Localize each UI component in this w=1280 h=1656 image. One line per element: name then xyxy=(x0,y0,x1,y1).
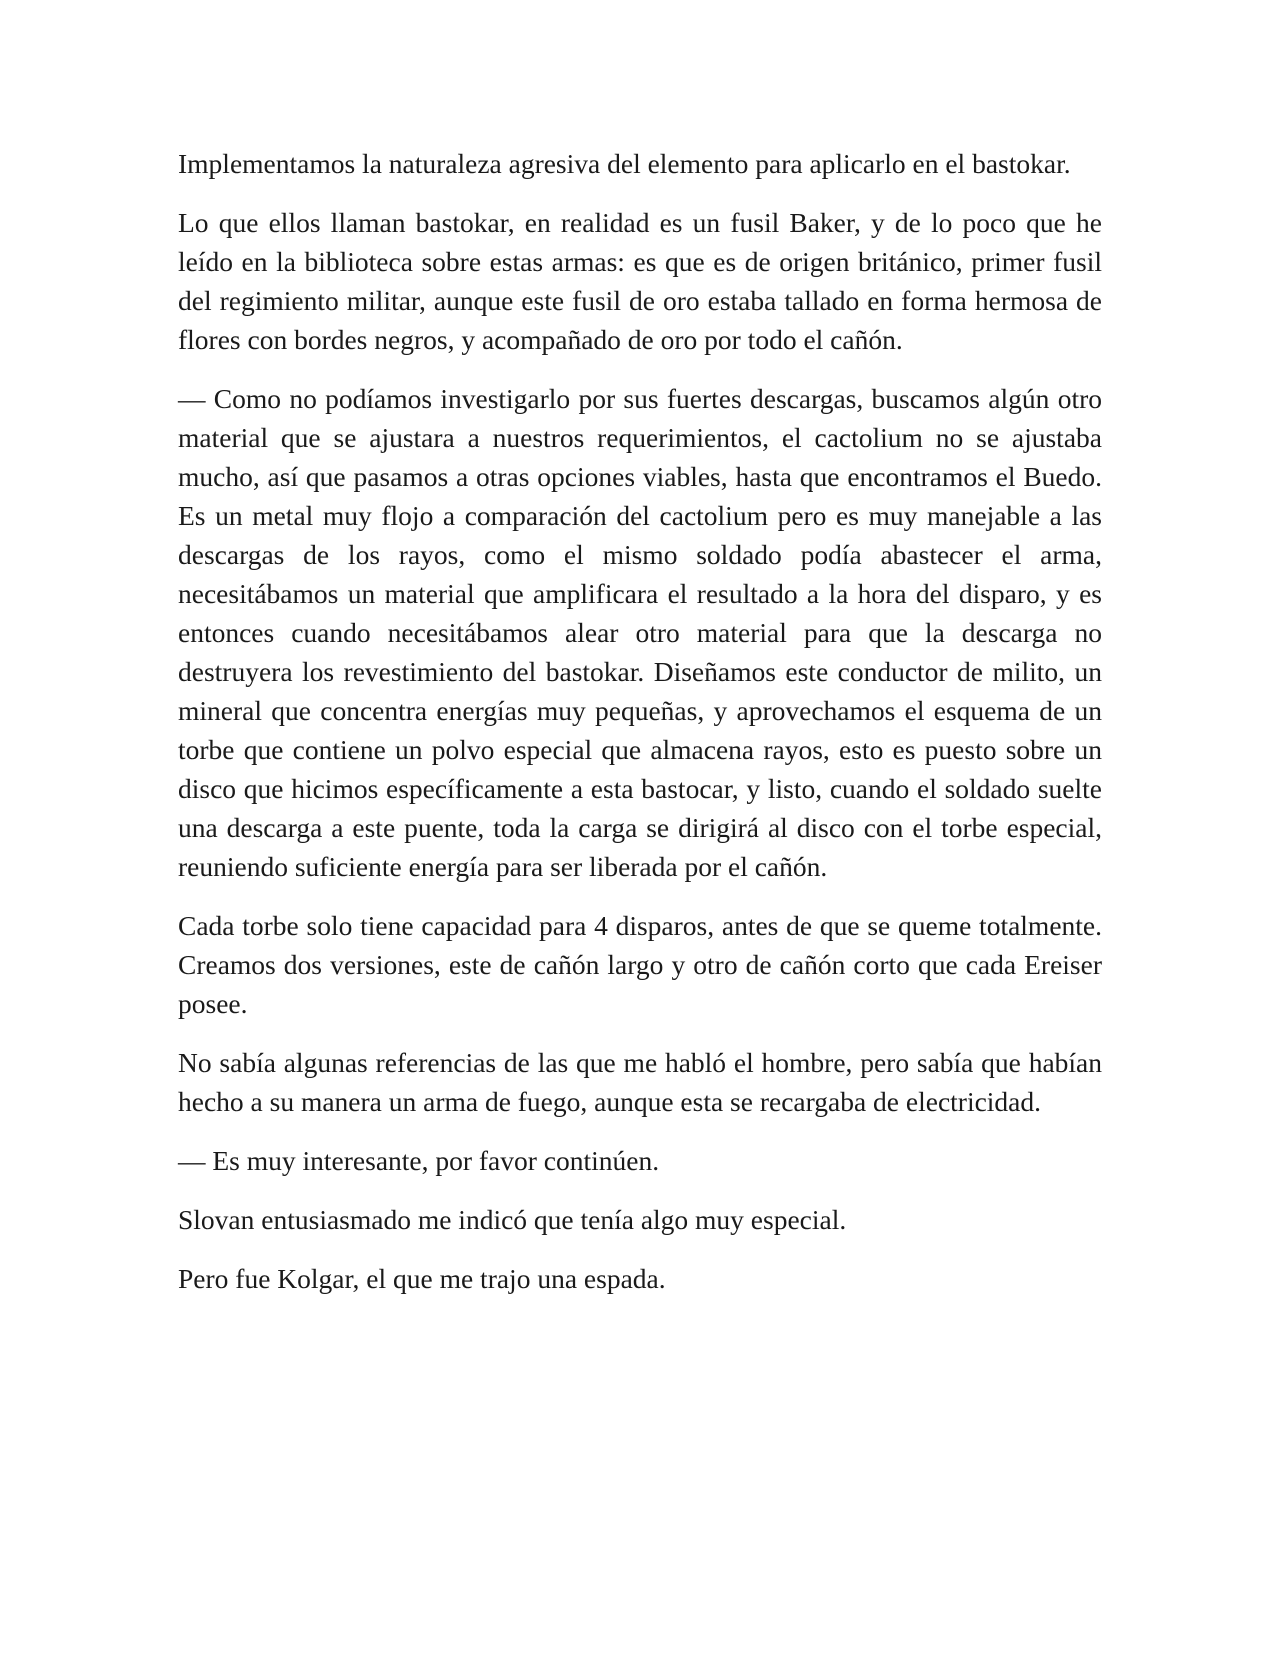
body-text xyxy=(178,144,1102,1318)
paragraph: — Es muy interesante, por favor continúen. xyxy=(178,1145,660,1176)
paragraph: Cada torbe solo tiene capacidad para 4 disparos, antes de que se queme totalmente. Creamos dos versiones, este de cañón largo y otro de cañón corto que cada Ereiser posee. xyxy=(178,910,1102,1019)
paragraph: — Como no podíamos investigarlo por sus fuertes descargas, buscamos algún otro material que se ajustara a nuestros requerimientos, el cactolium no se ajustaba mucho, así que pasamos a otras opciones viables, hasta que encontramos el Buedo. Es un metal muy flojo a comparación del cactolium pero es muy manejable a las descargas de los rayos, como el mismo soldado podía abastecer el arma, necesitábamos un material que amplificara el resultado a la hora del disparo, y es entonces cuando necesitábamos alear otro material para que la descarga no destruyera los revestimiento del bastokar. Diseñamos este conductor de milito, un mineral que concentra energías muy pequeñas, y aprovechamos el esquema de un torbe que contiene un polvo especial que almacena rayos, esto es puesto sobre un disco que hicimos específicamente a esta bastocar, y listo, cuando el soldado suelte una descarga a este puente, toda la carga se dirigirá al disco con el torbe especial, reuniendo suficiente energía para ser liberada por el cañón. xyxy=(178,383,1102,882)
paragraph: Implementamos la naturaleza agresiva del elemento para aplicarlo en el bastokar. xyxy=(178,148,1071,179)
paragraph: Pero fue Kolgar, el que me trajo una espada. xyxy=(178,1263,666,1294)
paragraph: Lo que ellos llaman bastokar, en realidad es un fusil Baker, y de lo poco que he leído en la biblioteca sobre estas armas: es que es de origen británico, primer fusil del regimiento militar, aunque este fusil de oro estaba tallado en forma hermosa de flores con bordes negros, y acompañado de oro por todo el cañón. xyxy=(178,207,1102,355)
paragraph: No sabía algunas referencias de las que me habló el hombre, pero sabía que habían hecho a su manera un arma de fuego, aunque esta se recargaba de electricidad. xyxy=(178,1047,1102,1117)
paragraph: Slovan entusiasmado me indicó que tenía algo muy especial. xyxy=(178,1204,847,1235)
